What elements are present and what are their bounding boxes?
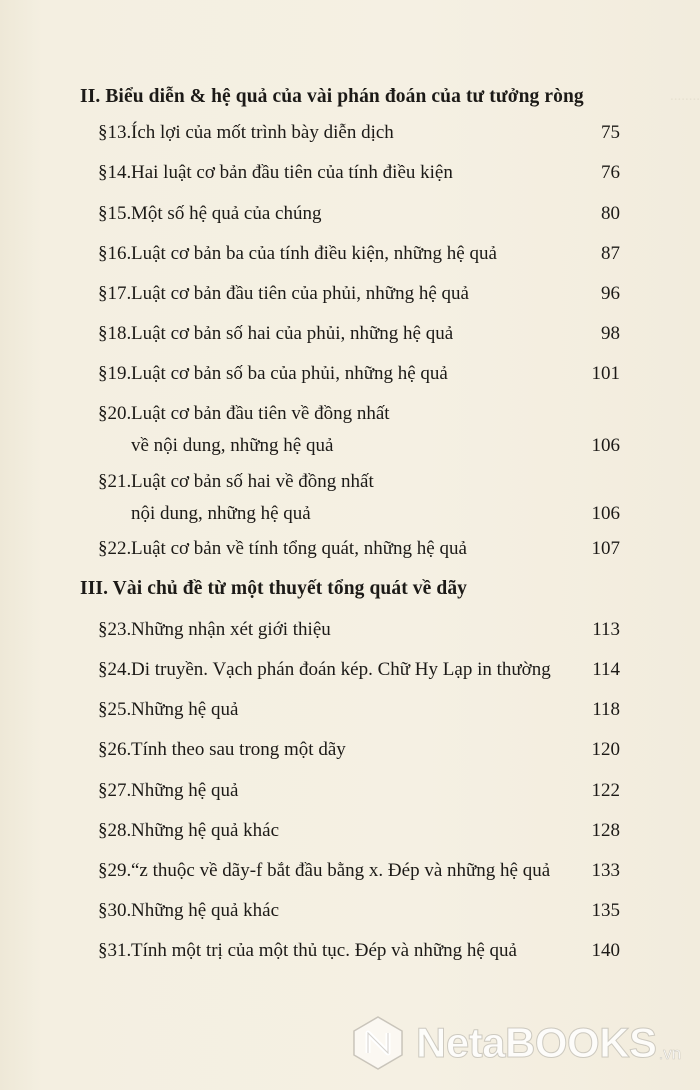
entry-number: §13. (98, 122, 132, 143)
entry-number: §16. (98, 243, 132, 264)
entry-title: Những hệ quả (131, 780, 239, 801)
entry-number: §30. (98, 900, 132, 921)
entry-title: Di truyền. Vạch phán đoán kép. Chữ Hy Lạp in thường (131, 659, 551, 680)
entry-page-number: 128 (591, 820, 620, 841)
entry-title: Luật cơ bản ba của tính điều kiện, những hệ quả (131, 243, 497, 264)
entry-title: Luật cơ bản đầu tiên về đồng nhất (131, 403, 390, 424)
section-heading-iii: III. Vài chủ đề từ một thuyết tổng quát về dãy (80, 578, 468, 599)
entry-number: §21. (98, 471, 132, 492)
netabooks-watermark (348, 1008, 700, 1078)
entry-number: §25. (98, 699, 132, 720)
entry-number: §18. (98, 323, 132, 344)
entry-title: Luật cơ bản số hai của phủi, những hệ quả (131, 323, 454, 344)
watermark-brand: NetaBOOKS (416, 1019, 657, 1066)
entry-title: Những hệ quả (131, 699, 239, 720)
entry-title: Ích lợi của mốt trình bày diễn dịch (131, 122, 394, 143)
entry-page-number: 76 (601, 162, 620, 183)
entry-page-number: 96 (601, 283, 620, 304)
entry-page-number: 75 (601, 122, 620, 143)
entry-title: Hai luật cơ bản đầu tiên của tính điều kiện (131, 162, 453, 183)
entry-page-number: 120 (591, 739, 620, 760)
entry-page-number: 133 (591, 860, 620, 881)
section-heading-ii: II. Biểu diễn & hệ quả của vài phán đoán của tư tưởng ròng (80, 86, 584, 107)
watermark-suffix: .vn (658, 1044, 682, 1063)
entry-page-number: 122 (591, 780, 620, 801)
entry-number: §14. (98, 162, 132, 183)
netabooks-logo-icon (348, 1013, 408, 1073)
entry-number: §15. (98, 203, 132, 224)
entry-title-continued: nội dung, những hệ quả (131, 503, 311, 524)
entry-title: Luật cơ bản đầu tiên của phủi, những hệ quả (131, 283, 469, 304)
entry-number: §26. (98, 739, 132, 760)
entry-title: Luật cơ bản số ba của phủi, những hệ quả (131, 363, 448, 384)
entry-title: Luật cơ bản về tính tổng quát, những hệ quả (131, 538, 467, 559)
entry-page-number: 98 (601, 323, 620, 344)
entry-number: §19. (98, 363, 132, 384)
entry-page-number: 101 (591, 363, 620, 384)
entry-number: §31. (98, 940, 132, 961)
entry-number: §24. (98, 659, 132, 680)
entry-number: §28. (98, 820, 132, 841)
entry-page-number: 106 (591, 503, 620, 524)
entry-page-number: 135 (591, 900, 620, 921)
entry-title-continued: về nội dung, những hệ quả (131, 435, 334, 456)
entry-title: Một số hệ quả của chúng (131, 203, 322, 224)
entry-page-number: 87 (601, 243, 620, 264)
entry-page-number: 106 (591, 435, 620, 456)
entry-title: Những nhận xét giới thiệu (131, 619, 331, 640)
entry-page-number: 118 (592, 699, 620, 720)
entry-number: §29. (98, 860, 132, 881)
entry-number: §22. (98, 538, 132, 559)
entry-number: §27. (98, 780, 132, 801)
entry-page-number: 140 (591, 940, 620, 961)
entry-title: Luật cơ bản số hai về đồng nhất (131, 471, 374, 492)
book-page: ........ II. Biểu diễn & hệ quả của vài phán đoán của tư tưởng ròng §13. Ích lợi của mốt trình bày diễn dịch 75 §14. Hai luật cơ bản đầu tiên của tính điều kiện 76 §15. Một số hệ quả của chúng 80 §16. Luật cơ bản ba của tính điều kiện, những hệ quả 87 §17. Luật cơ bản đầu tiên của phủi, những hệ quả 96 §18. Luật cơ bản số hai của phủi, những hệ quả 98 §19. Luật cơ bản số ba của phủi, những hệ quả 101 §20. Luật cơ bản đầu tiên về đồng nhất về nội dung, những hệ quả 106 §21. Luật cơ bản số hai về đồng nhất nội dung, những hệ quả 106 §22. Luật cơ bản về tính tổng quát, những hệ quả 107 III. Vài chủ đề từ một thuyết tổng quát về dãy §23. Những nhận xét giới thiệu 113 §24. Di truyền. Vạch phán đoán kép. Chữ Hy Lạp in thường 114 §25. Những hệ quả 118 §26. Tính theo sau trong một dãy 120 §27. Những hệ quả 122 §28. Những hệ quả khác 128 §29. “z thuộc về dãy-f bắt đầu bằng x. Đép và những hệ quả 133 §30. Những hệ quả khác 135 §31. Tính một trị của một thủ tục. Đép và những hệ quả 140 NetaBOOKS .vn (0, 0, 700, 1090)
entry-page-number: 107 (591, 538, 620, 559)
entry-title: Những hệ quả khác (131, 900, 280, 921)
entry-page-number: 114 (592, 659, 620, 680)
entry-number: §23. (98, 619, 132, 640)
entry-title: Tính theo sau trong một dãy (131, 739, 346, 760)
entry-number: §17. (98, 283, 132, 304)
entry-title: “z thuộc về dãy-f bắt đầu bằng x. Đép và những hệ quả (131, 860, 551, 881)
entry-number: §20. (98, 403, 132, 424)
entry-page-number: 113 (592, 619, 620, 640)
entry-page-number: 80 (601, 203, 620, 224)
entry-title: Những hệ quả khác (131, 820, 280, 841)
entry-title: Tính một trị của một thủ tục. Đép và những hệ quả (131, 940, 517, 961)
